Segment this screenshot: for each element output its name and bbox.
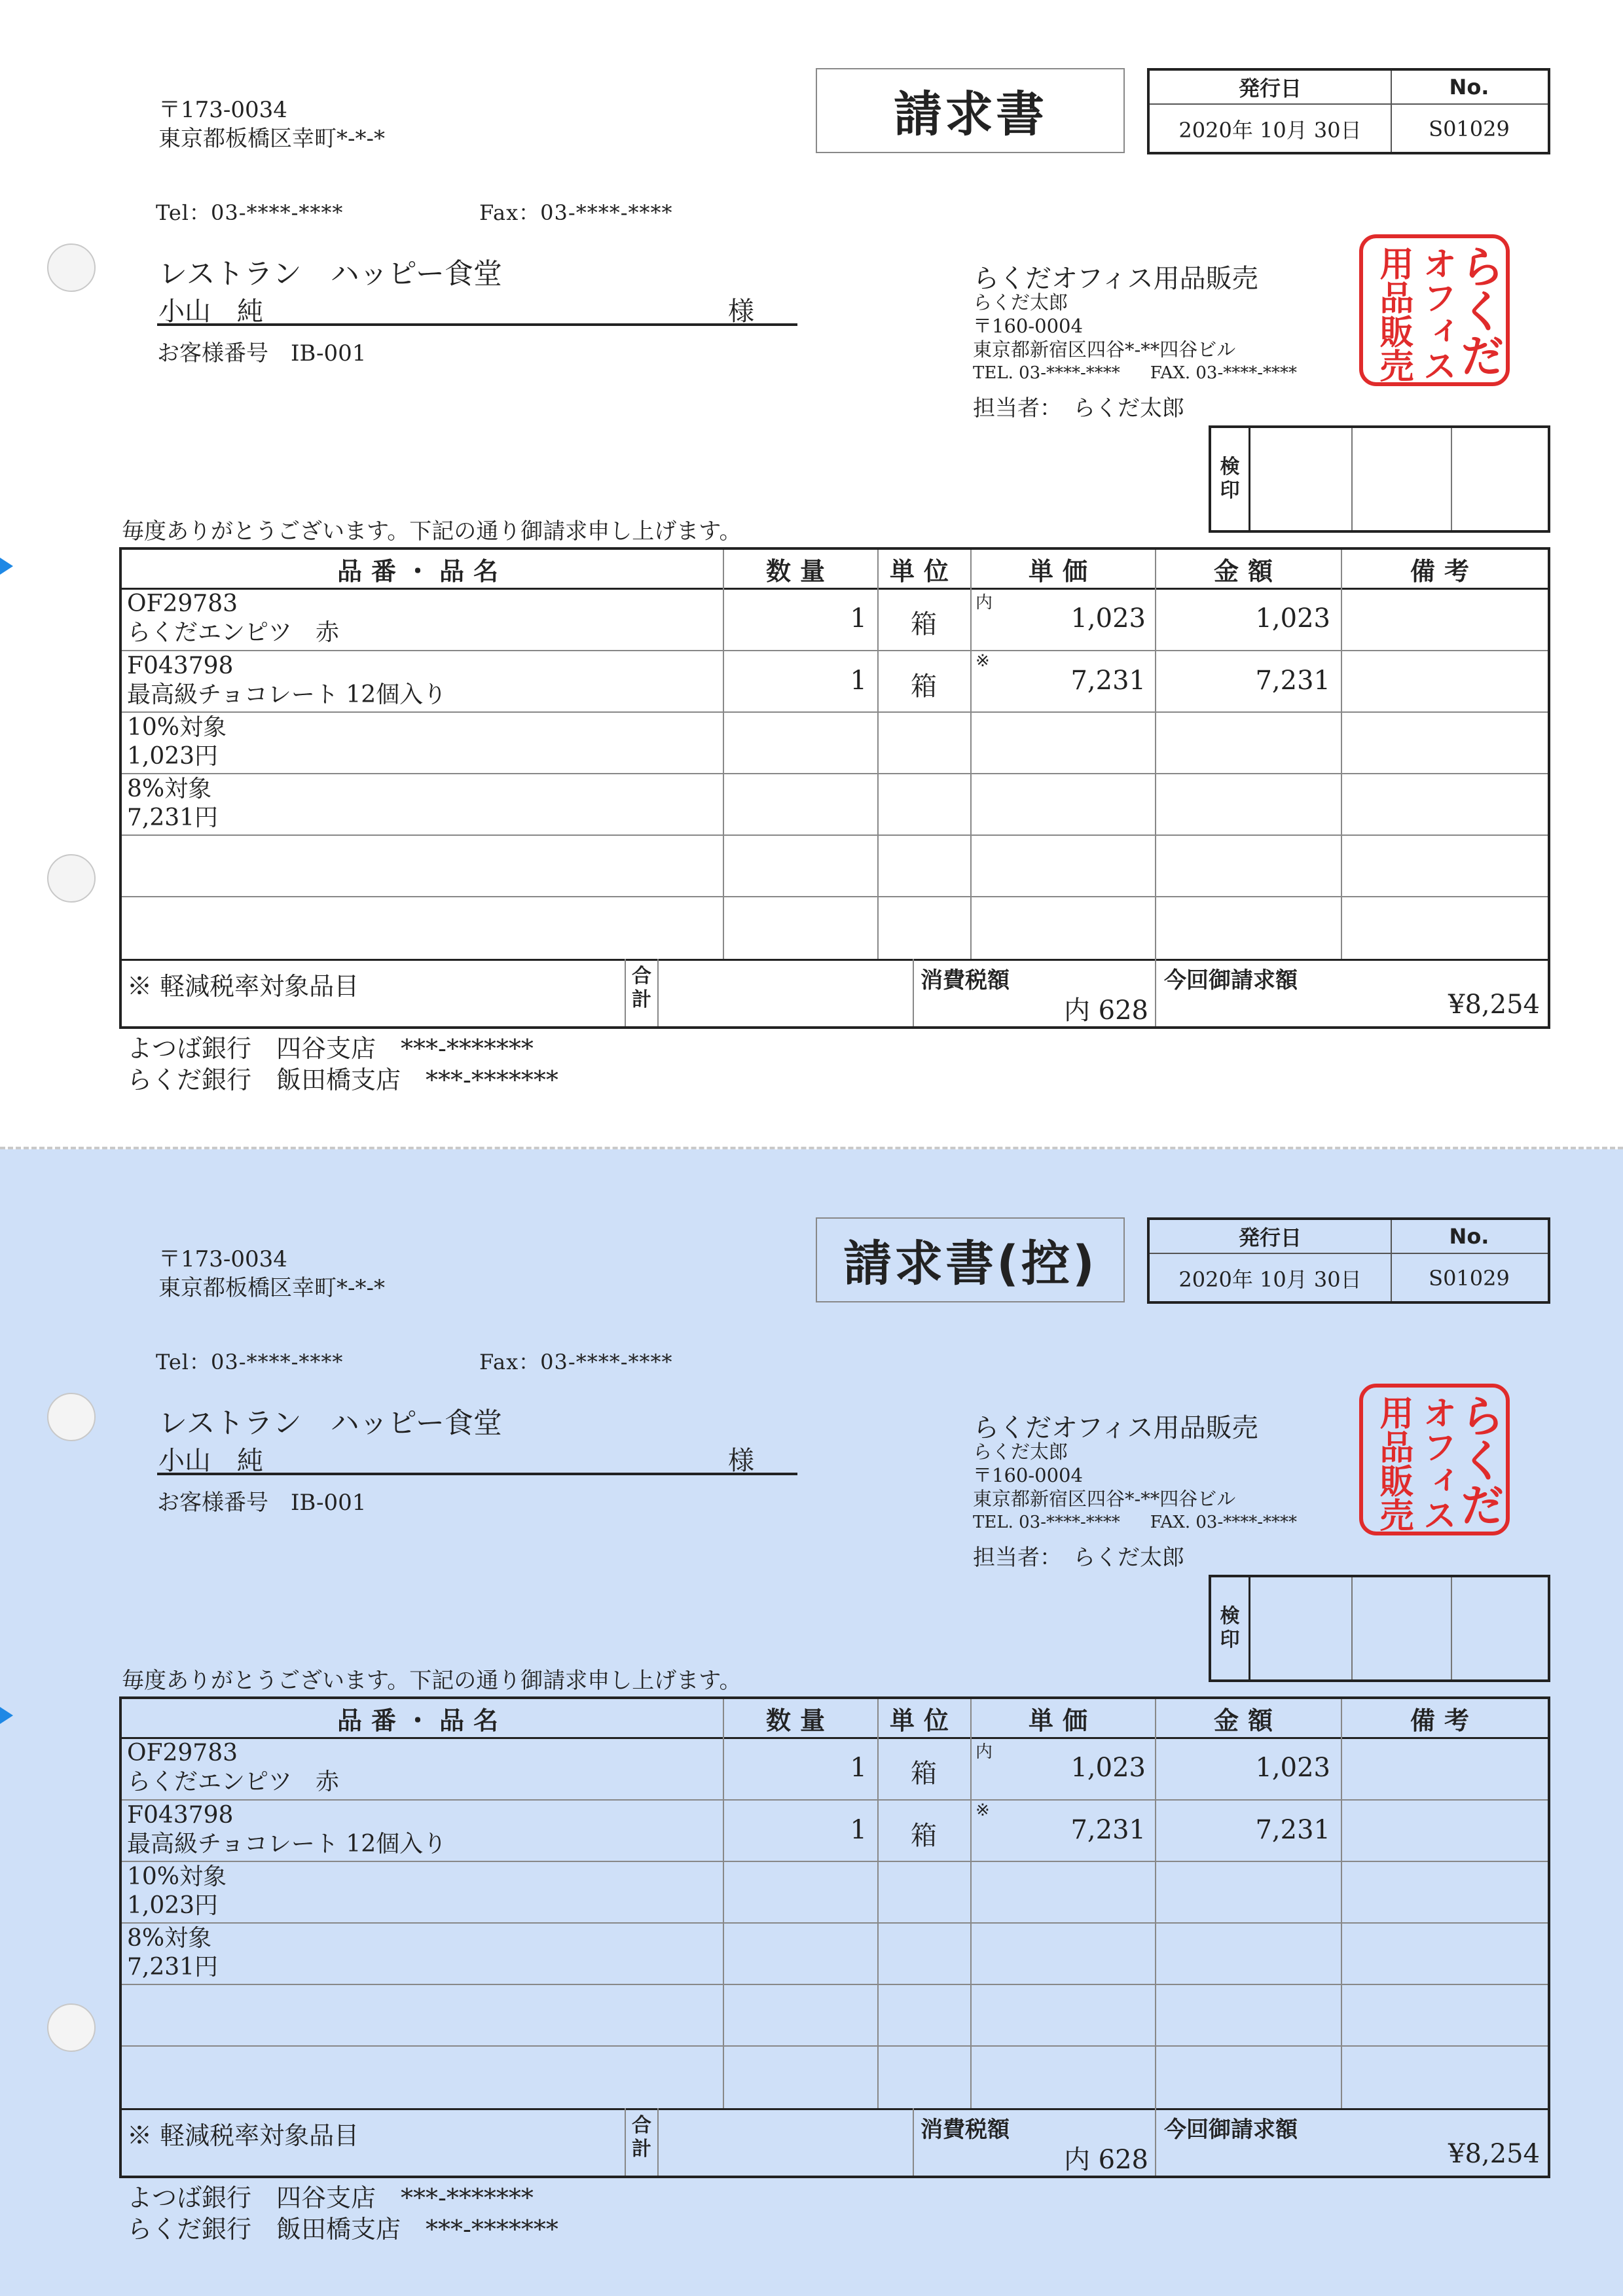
tax-label: 消費税額 xyxy=(921,2117,1010,2143)
col-rule xyxy=(970,550,972,959)
seal-line-1: らくだ xyxy=(1453,1393,1504,1526)
row-rule xyxy=(122,1799,1548,1801)
invoice-total-value: ¥8,254 xyxy=(1448,2139,1540,2169)
customer-tel: Tel：03-****-**** xyxy=(156,200,344,225)
punch-hole xyxy=(47,1393,96,1441)
reduced-tax-note: ※ 軽減税率対象品目 xyxy=(127,2121,359,2150)
issue-date: 2020年 10月 30日 xyxy=(1178,118,1362,143)
seal-line-1: らくだ xyxy=(1453,243,1504,377)
customer-number: お客様番号 IB-001 xyxy=(157,340,367,367)
header-amount: 金額 xyxy=(1213,1706,1282,1735)
row-rule xyxy=(122,2045,1548,2047)
customer-company: レストラン ハッピー食堂 xyxy=(158,1407,502,1440)
document-title: 請求書(控) xyxy=(816,1217,1125,1302)
header-note: 備考 xyxy=(1410,556,1478,586)
greeting-text: 毎度ありがとうございます。下記の通り御請求申し上げます。 xyxy=(122,518,742,545)
row-rule xyxy=(122,650,1548,651)
punch-hole xyxy=(47,243,96,292)
customer-person: 小山 純 xyxy=(158,1446,263,1476)
issuer-details xyxy=(973,1440,1297,1534)
bank-accounts xyxy=(127,2182,558,2245)
customer-honorific: 様 xyxy=(728,296,754,327)
total-label-char: 計 xyxy=(632,988,651,1011)
header-unit: 単位 xyxy=(889,1706,958,1735)
issuer-tel: TEL. 03-****-**** xyxy=(973,363,1120,383)
issue-info-box xyxy=(1147,68,1550,154)
table-header-rule xyxy=(122,1737,1548,1739)
bank-account: らくだ銀行 飯田橋支店 ***-******* xyxy=(127,2215,558,2244)
item-tax-mark: ※ xyxy=(976,1801,990,1820)
total-rule-v xyxy=(657,2108,659,2176)
item-amount: 7,231 xyxy=(1255,666,1330,696)
item-amount: 1,023 xyxy=(1255,1753,1330,1783)
reduced-tax-note: ※ 軽減税率対象品目 xyxy=(127,972,359,1001)
tax-value: 内 628 xyxy=(1063,2145,1148,2175)
total-rule xyxy=(122,959,1548,961)
issuer-rep: らくだ太郎 xyxy=(973,1441,1068,1463)
issuer-company: らくだオフィス用品販売 xyxy=(973,1413,1258,1443)
issuer-contact xyxy=(973,1511,1297,1534)
seal-line-3: 用品販売 xyxy=(1374,1395,1413,1532)
issuer-details xyxy=(973,291,1297,385)
issue-no: S01029 xyxy=(1429,1266,1510,1291)
customer-number: お客様番号 IB-001 xyxy=(157,1490,367,1516)
issuer-postal: 〒160-0004 xyxy=(973,1464,1083,1486)
issue-date-label: 発行日 xyxy=(1150,1220,1391,1254)
item-qty: 1 xyxy=(850,603,867,634)
item-name: らくだエンピツ 赤 xyxy=(127,1768,340,1795)
item-qty: 1 xyxy=(850,666,867,696)
item-unit: 箱 xyxy=(911,1759,937,1789)
row-rule xyxy=(122,773,1548,774)
customer-name-line xyxy=(157,1440,797,1475)
item-unit: 箱 xyxy=(911,672,937,702)
item-code: OF29783 xyxy=(127,590,238,617)
issuer-staff: 担当者： らくだ太郎 xyxy=(973,395,1184,422)
item-code: 8%対象 xyxy=(127,776,212,802)
inspection-divider xyxy=(1451,1577,1452,1679)
punch-hole xyxy=(47,2003,96,2052)
total-rule xyxy=(122,2108,1548,2110)
customer-person: 小山 純 xyxy=(158,296,263,327)
customer-postal: 〒173-0034 xyxy=(158,1246,287,1272)
inspection-label-char: 検 xyxy=(1220,456,1240,478)
company-seal-stamp xyxy=(1359,1384,1510,1535)
inspection-seal-box xyxy=(1209,425,1550,533)
customer-tel: Tel：03-****-**** xyxy=(156,1350,344,1374)
bank-account: よつば銀行 四谷支店 ***-******* xyxy=(127,2183,534,2212)
item-name: 1,023円 xyxy=(127,1892,219,1919)
issue-date-label: 発行日 xyxy=(1150,71,1391,105)
item-name: 最高級チョコレート 12個入り xyxy=(127,681,447,708)
issue-date: 2020年 10月 30日 xyxy=(1178,1267,1362,1292)
item-price: 1,023 xyxy=(1070,1753,1146,1783)
issuer-contact xyxy=(973,361,1297,385)
issuer-postal: 〒160-0004 xyxy=(973,315,1083,337)
invoice-sheet-copy xyxy=(0,1149,1623,2296)
customer-fax: Fax：03-****-**** xyxy=(479,1350,673,1374)
col-rule xyxy=(1341,1699,1342,2108)
row-rule xyxy=(122,834,1548,836)
customer-address: 東京都板橋区幸町*-*-* xyxy=(158,1275,385,1301)
issuer-company: らくだオフィス用品販売 xyxy=(973,264,1258,294)
customer-honorific: 様 xyxy=(728,1446,754,1476)
margin-arrow-icon xyxy=(0,1707,13,1724)
invoice-sheet-original xyxy=(0,0,1623,1147)
margin-arrow-icon xyxy=(0,558,13,575)
greeting-text: 毎度ありがとうございます。下記の通り御請求申し上げます。 xyxy=(122,1668,742,1694)
inspection-label xyxy=(1211,1577,1250,1679)
col-rule xyxy=(1341,550,1342,959)
bank-account: らくだ銀行 飯田橋支店 ***-******* xyxy=(127,1066,558,1094)
customer-address-block xyxy=(158,1245,385,1302)
header-price: 単価 xyxy=(1028,1706,1097,1735)
issuer-rep: らくだ太郎 xyxy=(973,291,1068,314)
row-rule xyxy=(122,1984,1548,1985)
customer-address: 東京都板橋区幸町*-*-* xyxy=(158,126,385,152)
item-name: 7,231円 xyxy=(127,1954,219,1981)
item-amount: 1,023 xyxy=(1255,603,1330,634)
customer-fax: Fax：03-****-**** xyxy=(479,200,673,225)
item-qty: 1 xyxy=(850,1815,867,1845)
item-code: F043798 xyxy=(127,1802,234,1829)
row-rule xyxy=(122,711,1548,713)
header-item: 品番・品名 xyxy=(337,556,507,586)
seal-line-2: オフィス xyxy=(1417,1395,1456,1532)
row-rule xyxy=(122,1922,1548,1924)
item-name: 1,023円 xyxy=(127,743,219,770)
issuer-address: 東京都新宿区四谷*-**四谷ビル xyxy=(973,338,1236,361)
item-name: らくだエンピツ 赤 xyxy=(127,619,340,646)
punch-hole xyxy=(47,854,96,903)
table-header-rule xyxy=(122,588,1548,590)
col-rule xyxy=(970,1699,972,2108)
customer-name-line xyxy=(157,291,797,326)
inspection-divider xyxy=(1351,1577,1353,1679)
invoice-table xyxy=(119,1696,1550,2178)
header-qty: 数量 xyxy=(765,556,834,586)
tax-label: 消費税額 xyxy=(921,967,1010,994)
seal-line-2: オフィス xyxy=(1417,246,1456,382)
issuer-staff: 担当者： らくだ太郎 xyxy=(973,1545,1184,1571)
item-code: 10%対象 xyxy=(127,714,227,741)
item-tax-mark: 内 xyxy=(976,593,993,613)
item-amount: 7,231 xyxy=(1255,1815,1330,1845)
inspection-label-char: 印 xyxy=(1220,1628,1240,1651)
item-code: OF29783 xyxy=(127,1740,238,1767)
customer-postal: 〒173-0034 xyxy=(158,97,287,123)
header-qty: 数量 xyxy=(765,1706,834,1735)
header-note: 備考 xyxy=(1410,1706,1478,1735)
issuer-fax: FAX. 03-****-**** xyxy=(1150,363,1298,383)
item-tax-mark: 内 xyxy=(976,1742,993,1762)
item-code: F043798 xyxy=(127,653,234,679)
invoice-total-value: ¥8,254 xyxy=(1448,990,1540,1020)
item-unit: 箱 xyxy=(911,1821,937,1851)
header-price: 単価 xyxy=(1028,556,1097,586)
invoice-total-label: 今回御請求額 xyxy=(1164,967,1298,994)
seal-line-3: 用品販売 xyxy=(1374,246,1413,382)
item-price: 1,023 xyxy=(1070,603,1146,634)
issuer-fax: FAX. 03-****-**** xyxy=(1150,1513,1298,1532)
inspection-seal-box xyxy=(1209,1575,1550,1682)
inspection-label-char: 印 xyxy=(1220,479,1240,502)
issuer-tel: TEL. 03-****-**** xyxy=(973,1513,1120,1532)
customer-address-block xyxy=(158,96,385,153)
document-title: 請求書 xyxy=(816,68,1125,153)
bank-account: よつば銀行 四谷支店 ***-******* xyxy=(127,1034,534,1063)
inspection-divider xyxy=(1451,428,1452,530)
item-tax-mark: ※ xyxy=(976,651,990,671)
header-amount: 金額 xyxy=(1213,556,1282,586)
issue-info-box xyxy=(1147,1217,1550,1304)
issue-no-label: No. xyxy=(1391,1220,1548,1254)
item-name: 最高級チョコレート 12個入り xyxy=(127,1831,447,1857)
row-rule xyxy=(122,896,1548,897)
issuer-address: 東京都新宿区四谷*-**四谷ビル xyxy=(973,1488,1236,1510)
customer-company: レストラン ハッピー食堂 xyxy=(158,257,502,291)
header-unit: 単位 xyxy=(889,556,958,586)
company-seal-stamp xyxy=(1359,234,1510,386)
item-qty: 1 xyxy=(850,1753,867,1783)
row-rule xyxy=(122,1861,1548,1862)
issue-no: S01029 xyxy=(1429,117,1510,141)
inspection-label xyxy=(1211,428,1250,530)
issue-no-label: No. xyxy=(1391,71,1548,105)
total-rule-v xyxy=(657,959,659,1026)
header-item: 品番・品名 xyxy=(337,1706,507,1735)
item-code: 8%対象 xyxy=(127,1925,212,1952)
total-label-char: 合 xyxy=(632,2114,651,2137)
invoice-table xyxy=(119,547,1550,1029)
inspection-label-char: 検 xyxy=(1220,1605,1240,1628)
tax-value: 内 628 xyxy=(1063,996,1148,1026)
item-name: 7,231円 xyxy=(127,804,219,831)
item-price: 7,231 xyxy=(1070,666,1146,696)
total-label-char: 合 xyxy=(632,965,651,988)
invoice-total-label: 今回御請求額 xyxy=(1164,2117,1298,2143)
bank-accounts xyxy=(127,1033,558,1096)
total-label xyxy=(626,965,657,1012)
item-unit: 箱 xyxy=(911,609,937,639)
item-code: 10%対象 xyxy=(127,1863,227,1890)
item-price: 7,231 xyxy=(1070,1815,1146,1845)
total-label-char: 計 xyxy=(632,2138,651,2161)
total-label xyxy=(626,2114,657,2161)
inspection-divider xyxy=(1351,428,1353,530)
